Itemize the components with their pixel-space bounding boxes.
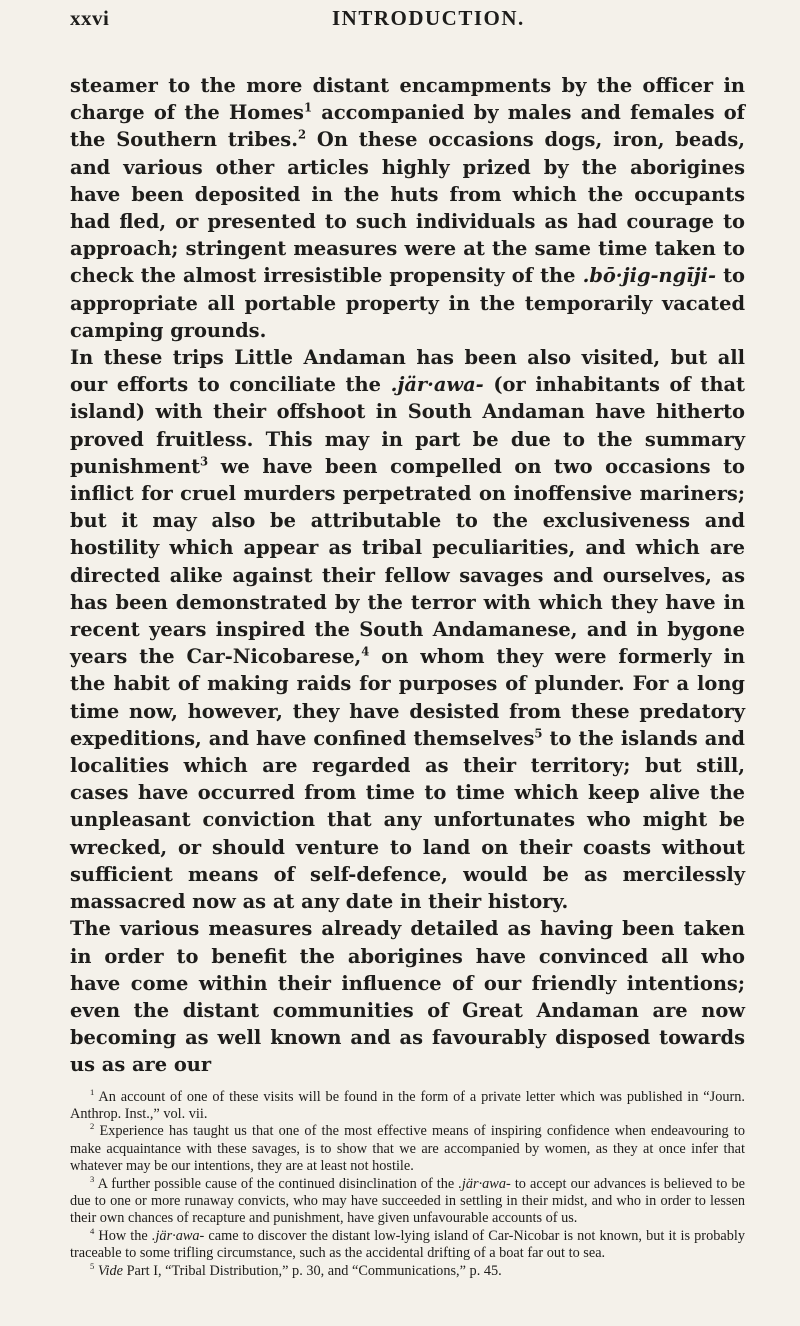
footnote-ref-2: 2	[297, 127, 307, 142]
paragraph-2: In these trips Little Andaman has been also visited, but all our efforts to conciliate the .jär·awa- (or inhabitants of that island) with their offshoot in South Andaman have hitherto proved fruitless. This may in part be due to the summary punishment$^3$ we have been compelled on two occasions to inflict for cruel murders perpetrated on inoffensive mariners; but it may also be attributable to the exclusiveness and hostility which appear as tribal peculiarities, and which are directed alike against their fellow savages and ourselves, as has been demonstrated by the terror with which they have in recent years inspired the South Andamanese, and in bygone years the Car-Nicobarese,$^4$ on whom they were formerly in the habit of making raids for purposes of plunder. For a long time now, however, they have desisted from these predatory expeditions, and have confined themselves$^5$ to the islands and localities which are regarded as their territory; but still, cases have occurred from time to time which keep alive the unpleasant conviction that any unfortunates who might be wrecked, or should venture to land on their coasts without sufficient means of self-defence, would be as mercilessly massacred now as at any date in their history.	[70, 346, 745, 914]
page-number: xxvi	[70, 6, 110, 30]
footnote-ref-3: 3	[200, 454, 209, 469]
paragraph-3: The various measures already detailed as having been taken in order to benefit the aborigines have convinced all who have come within their influence of our friendly intentions; even the distant communities of Great Andaman are now becoming as well known and as favourably disposed towards us as are our	[70, 917, 745, 1077]
page-header	[70, 6, 745, 46]
tribal-term: .jär·awa-	[458, 1175, 511, 1192]
main-text	[70, 72, 745, 1079]
tribal-term: .jär·awa-	[390, 373, 484, 397]
tribal-term: .bō·jig-ngi̇̄ji-	[582, 264, 716, 288]
footnote-4: $^4$ How the .jär·awa- came to discover the distant low-lying island of Car-Nicobar is not known, but it is probably traceable to some trifling circumstance, such as the accidental drifting of a boat far out to sea.	[70, 1226, 745, 1262]
footnote-ref-4: 4	[361, 644, 370, 659]
footnote-ref-1: 1	[303, 100, 313, 115]
paragraph-1: steamer to the more distant encampments by the officer in charge of the Homes$^1$ accompanied by males and females of the Southern tribes.$^2$ On these occasions dogs, iron, beads, and various other articles highly prized by the aborigines have been deposited in the huts from which the occupants had fled, or presented to such individuals as had courage to approach; stringent measures were at the same time taken to check the almost irresistible propensity of the .bō·jig-ngi̇̄ji- to appropriate all portable property in the temporarily vacated camping grounds.	[70, 74, 745, 342]
running-head: INTRODUCTION.	[332, 6, 525, 30]
footnote-5: $^5$ Vide Part I, “Tribal Distribution,” p. 30, and “Communications,” p. 45.	[90, 1260, 502, 1279]
footnote-3: $^3$ A further possible cause of the continued disinclination of the .jär·awa- to accept our advances is believed to be due to one or more runaway convicts, who may have succeeded in settling in their midst, and who in order to lessen their own chances of recapture and punishment, have given unfavourable accounts of us.	[70, 1173, 745, 1227]
footnote-ref-5: 5	[534, 726, 543, 741]
footnote-2: $^2$ Experience has taught us that one of the most effective means of inspiring confidence when endeavouring to make acquaintance with these savages, is to show that we are accompanied by women, as they at once infer that whatever may be our intentions, they are at least not hostile.	[70, 1121, 745, 1175]
footnote-1: $^1$ An account of one of these visits will be found in the form of a private letter which was published in “Journ. Anthrop. Inst.,” vol. vii.	[70, 1086, 745, 1122]
footnotes	[70, 1086, 745, 1280]
tribal-term: .jär·awa-	[151, 1227, 205, 1244]
